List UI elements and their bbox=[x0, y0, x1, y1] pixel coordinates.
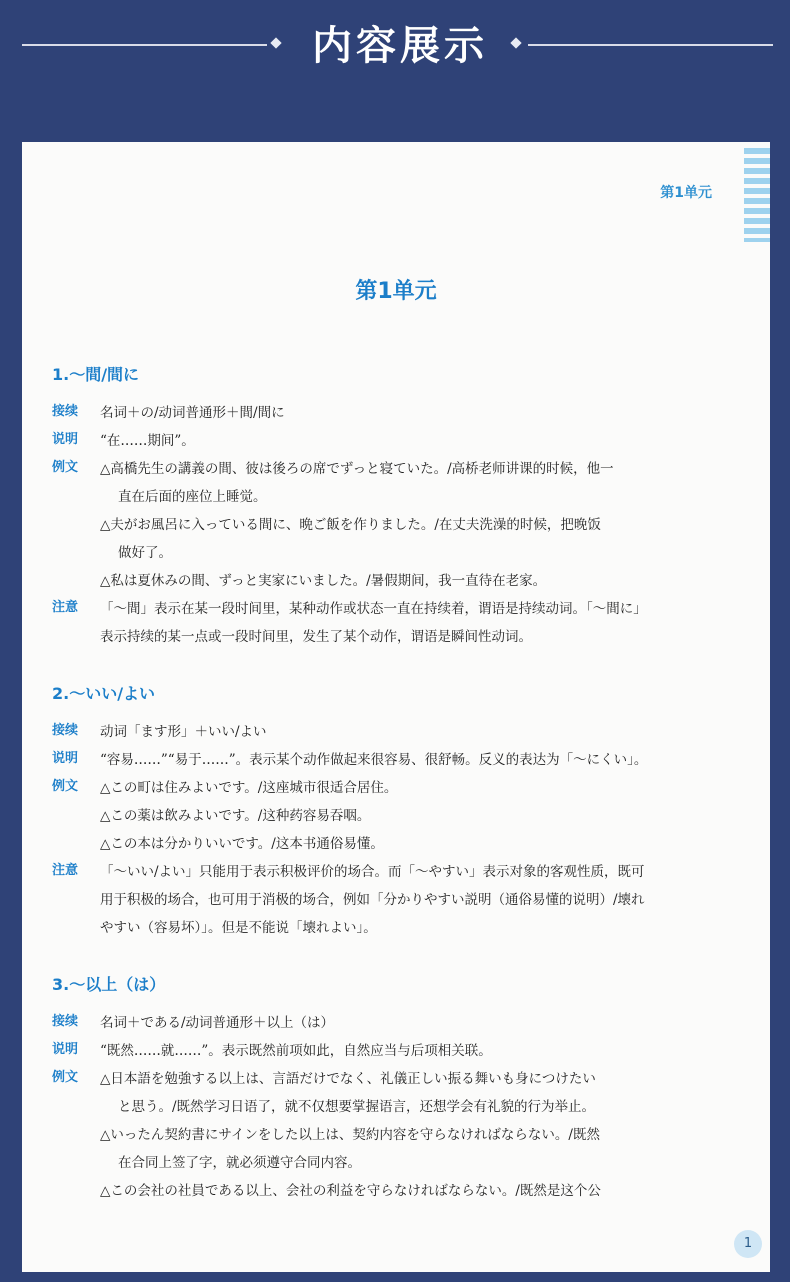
explain-text: “容易……”“易于……”。表示某个动作做起来很容易、很舒畅。反义的表达为「～にくい」。 bbox=[100, 752, 648, 768]
example-line: △高橋先生の講義の間、彼は後ろの席でずっと寝ていた。/高桥老师讲课的时候，他一 bbox=[100, 461, 614, 477]
example-line: 在合同上签了字，就必须遵守合同内容。 bbox=[118, 1155, 361, 1171]
label-note: 注意 bbox=[52, 863, 79, 878]
example-line: △この町は住みよいです。/这座城市很适合居住。 bbox=[100, 780, 398, 796]
connect-text: 名词＋の/动词普通形＋間/間に bbox=[100, 405, 285, 421]
section-title: 1.～間/間に bbox=[52, 365, 140, 384]
label-connect: 接续 bbox=[52, 1014, 79, 1029]
section-title: 2.～いい/よい bbox=[52, 684, 156, 703]
note-line: 用于积极的场合，也可用于消极的场合，例如「分かりやすい説明（通俗易懂的说明）/壊れ bbox=[100, 892, 645, 908]
banner-line-left bbox=[22, 44, 267, 46]
label-explain: 说明 bbox=[52, 1042, 79, 1057]
label-example: 例文 bbox=[52, 779, 79, 794]
running-head: 第1单元 bbox=[660, 185, 712, 201]
label-example: 例文 bbox=[52, 460, 79, 475]
explain-text: “在……期间”。 bbox=[100, 433, 195, 449]
connect-text: 名词＋である/动词普通形＋以上（は） bbox=[100, 1015, 335, 1031]
banner bbox=[0, 0, 790, 142]
explain-text: “既然……就……”。表示既然前项如此，自然应当与后项相关联。 bbox=[100, 1043, 492, 1059]
connect-text: 动词「ます形」＋いい/よい bbox=[100, 724, 267, 740]
section-3 bbox=[52, 972, 712, 1205]
note-line: やすい（容易坏）」。但是不能说「壊れよい」。 bbox=[100, 920, 377, 936]
example-line: △私は夏休みの間、ずっと実家にいました。/暑假期间，我一直待在老家。 bbox=[100, 573, 547, 589]
note-line: 「～いい/よい」只能用于表示积极评价的场合。而「～やすい」表示对象的客观性质，既可 bbox=[100, 864, 645, 880]
note-line: 「～間」表示在某一段时间里，某种动作或状态一直在持续着，谓语是持续动词。「～間に」 bbox=[100, 601, 647, 617]
example-line: △この会社の社員である以上、会社の利益を守らなければならない。/既然是这个公 bbox=[100, 1183, 601, 1199]
example-line: 直在后面的座位上睡觉。 bbox=[118, 489, 267, 505]
book-page bbox=[22, 142, 770, 1272]
label-note: 注意 bbox=[52, 600, 79, 615]
note-line: 表示持续的某一点或一段时间里，发生了某个动作，谓语是瞬间性动词。 bbox=[100, 629, 532, 645]
section-2 bbox=[52, 681, 712, 942]
section-title: 3.～以上（は） bbox=[52, 975, 166, 994]
label-example: 例文 bbox=[52, 1070, 79, 1085]
banner-line-right bbox=[528, 44, 773, 46]
label-connect: 接续 bbox=[52, 404, 79, 419]
example-line: と思う。/既然学习日语了，就不仅想要掌握语言，还想学会有礼貌的行为举止。 bbox=[118, 1099, 596, 1115]
banner-diamond-left bbox=[270, 37, 281, 48]
example-line: 做好了。 bbox=[118, 545, 172, 561]
section-1 bbox=[52, 362, 712, 651]
example-line: △この本は分かりいいです。/这本书通俗易懂。 bbox=[100, 836, 384, 852]
edge-stripes bbox=[744, 148, 770, 242]
page-content bbox=[52, 362, 712, 1205]
label-explain: 说明 bbox=[52, 432, 79, 447]
example-line: △この薬は飲みよいです。/这种药容易吞咽。 bbox=[100, 808, 371, 824]
unit-title: 第1单元 bbox=[355, 279, 437, 304]
label-explain: 说明 bbox=[52, 751, 79, 766]
page-number: 1 bbox=[734, 1230, 762, 1258]
example-line: △いったん契約書にサインをした以上は、契約内容を守らなければならない。/既然 bbox=[100, 1127, 600, 1143]
example-line: △夫がお風呂に入っている間に、晩ご飯を作りました。/在丈夫洗澡的时候，把晚饭 bbox=[100, 517, 601, 533]
example-line: △日本語を勉強する以上は、言語だけでなく、礼儀正しい振る舞いも身につけたい bbox=[100, 1071, 596, 1087]
label-connect: 接续 bbox=[52, 723, 79, 738]
banner-title: 内容展示 bbox=[312, 23, 488, 69]
